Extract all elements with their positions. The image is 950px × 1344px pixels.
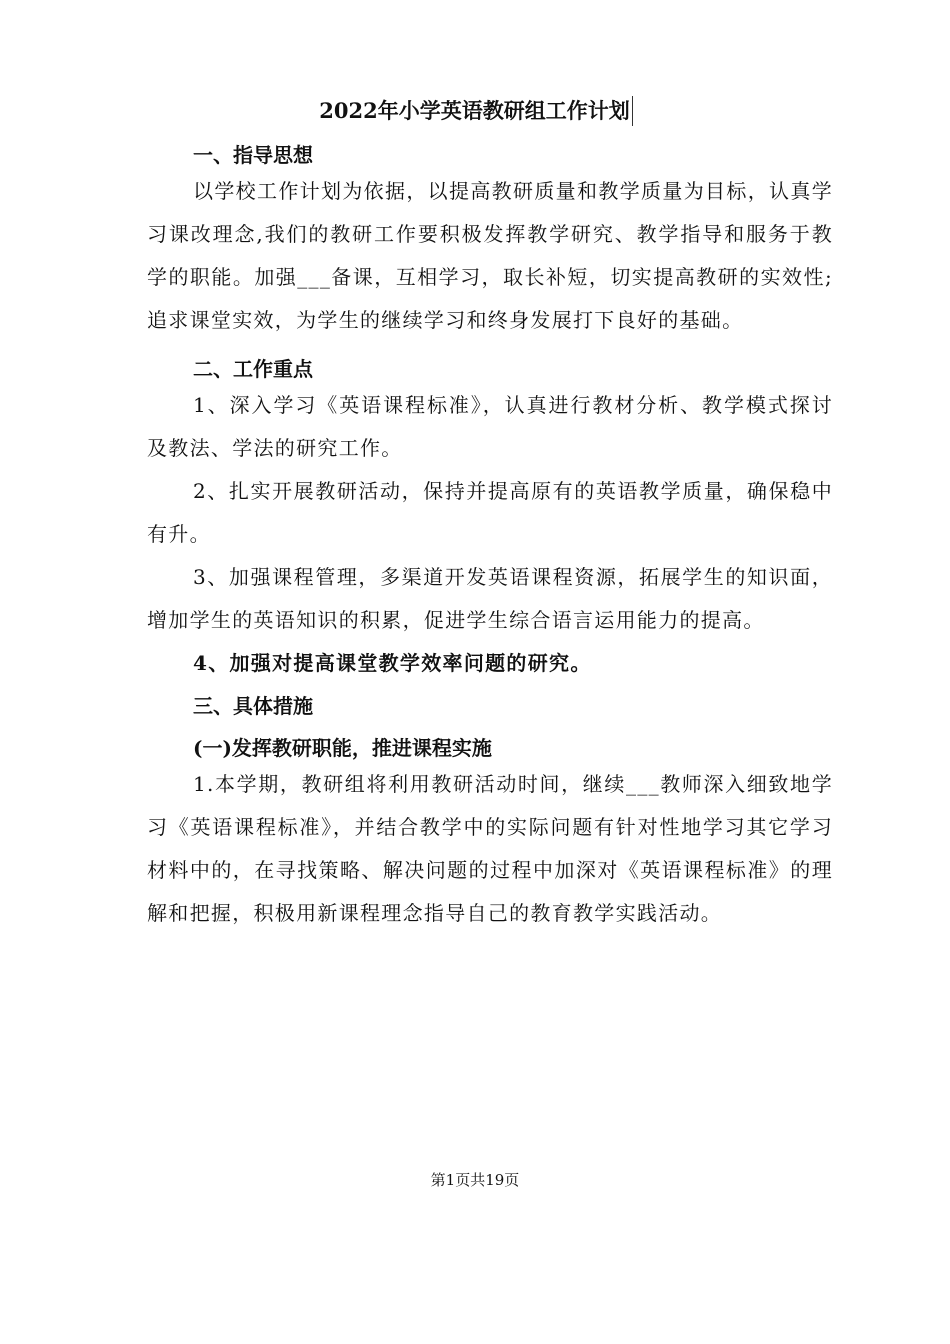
paragraph-research-function-1: 1.本学期，教研组将利用教研活动时间，继续___教师深入细致地学习《英语课程标准》，并结合教学中的实际问题有针对性地学习其它学习材料中的，在寻找策略、解决问题的过程中加深对《英语课程标准》的理解和把握，积极用新课程理念指导自己的教育教学实践活动。 <box>147 772 833 925</box>
paragraph-guiding-ideology: 以学校工作计划为依据，以提高教研质量和教学质量为目标，认真学习课改理念,我们的教研工作要积极发挥教学研究、教学指导和服务于教学的职能。加强___备课，互相学习，取长补短，切实提高教研的实效性;追求课堂实效，为学生的继续学习和终身发展打下良好的基础。 <box>147 179 833 332</box>
document-title-text: 2022年小学英语教研组工作计划 <box>317 96 632 126</box>
work-focus-item-2: 2、扎实开展教研活动，保持并提高原有的英语教学质量，确保稳中有升。 <box>147 479 833 546</box>
page-number-footer: 第1页共19页 <box>430 1171 520 1189</box>
section-heading-measures: 三、具体措施 <box>193 694 313 718</box>
work-focus-item-3: 3、加强课程管理，多渠道开发英语课程资源，拓展学生的知识面，增加学生的英语知识的积累，促进学生综合语言运用能力的提高。 <box>147 565 833 632</box>
document-title <box>0 96 950 126</box>
document-body <box>147 140 833 935</box>
subsection-heading-research-function: (一)发挥教研职能，推进课程实施 <box>193 736 492 760</box>
work-focus-item-4: 4、加强对提高课堂教学效率问题的研究。 <box>193 651 592 675</box>
section-heading-work-focus: 二、工作重点 <box>193 357 313 381</box>
section-heading-guiding-ideology: 一、指导思想 <box>193 143 313 167</box>
work-focus-item-1: 1、深入学习《英语课程标准》，认真进行教材分析、教学模式探讨及教法、学法的研究工作。 <box>147 393 833 460</box>
